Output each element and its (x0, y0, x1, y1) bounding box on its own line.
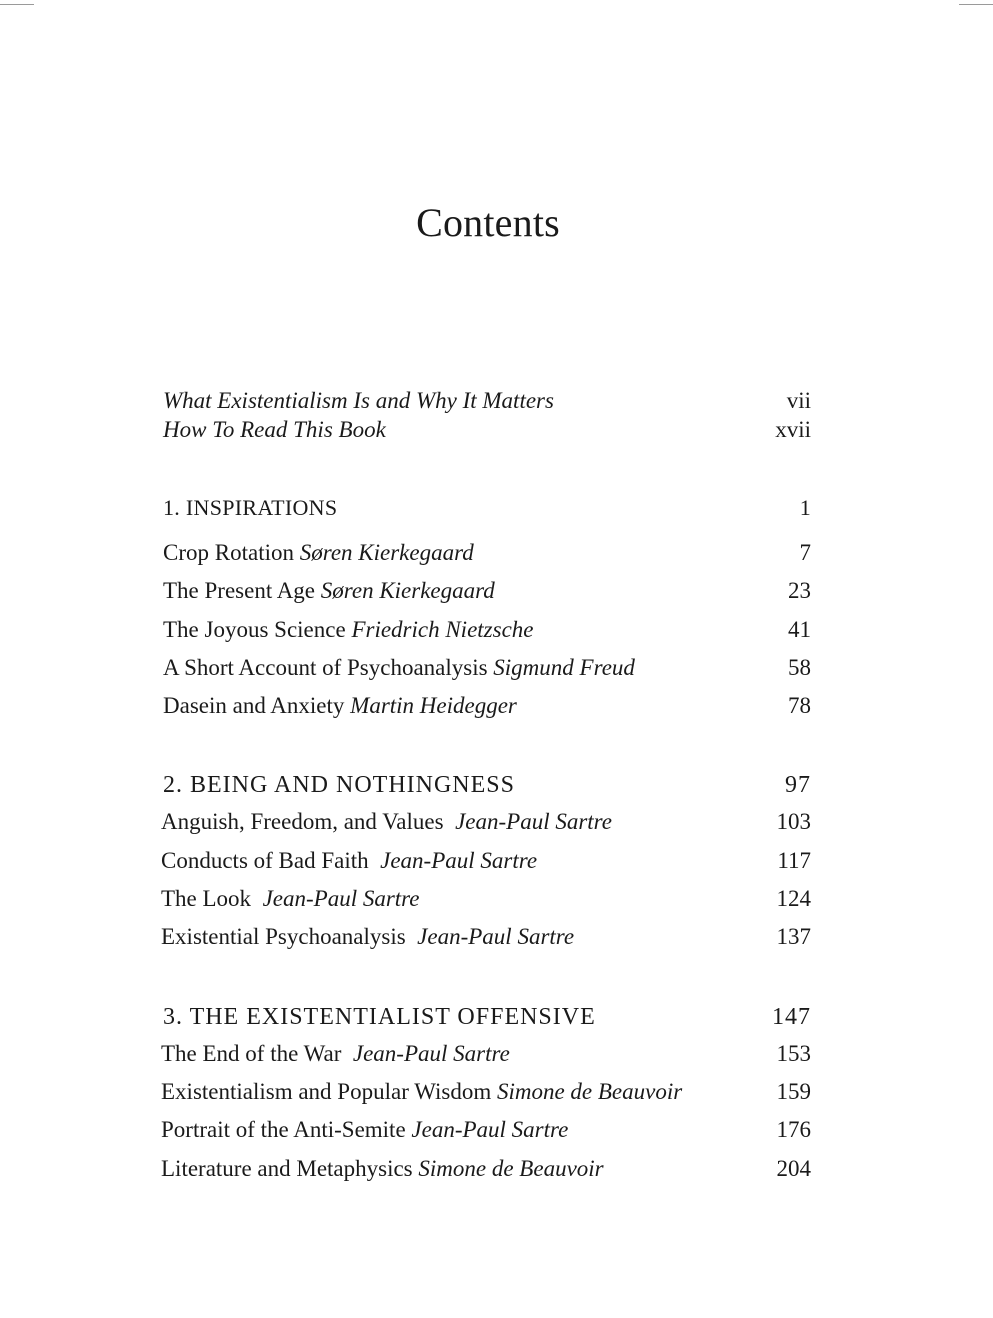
toc-entry[interactable] (163, 687, 811, 725)
entry-title: Portrait of the Anti-Semite (161, 1117, 406, 1143)
toc-page-number: 23 (788, 578, 811, 604)
toc-front-row[interactable] (163, 386, 811, 415)
entry-title: The Look (161, 886, 252, 912)
table-of-contents (163, 386, 811, 1188)
toc-page-number: 204 (776, 1155, 811, 1181)
toc-entry[interactable] (163, 649, 811, 687)
entry-title: Dasein and Anxiety (163, 693, 345, 719)
entry-title: The Present Age (163, 578, 316, 604)
entry-author: Jean-Paul Sartre (380, 847, 538, 873)
toc-page-number: 97 (785, 772, 811, 799)
toc-page-number: 41 (788, 616, 811, 642)
entry-title: Anguish, Freedom, and Values (161, 809, 444, 835)
toc-page-number: 124 (776, 886, 811, 912)
entry-author: Jean-Paul Sartre (417, 924, 575, 950)
entry-title: Existential Psychoanalysis (161, 924, 406, 950)
entry-title: Existentialism and Popular Wisdom (161, 1078, 492, 1104)
section-title: 1. INSPIRATIONS (163, 495, 338, 520)
toc-page-number: 176 (776, 1117, 811, 1143)
toc-page-number: 147 (772, 1003, 811, 1030)
toc-page-number: xvii (775, 417, 811, 442)
toc-front-label: How To Read This Book (163, 417, 386, 442)
toc-page-number: 103 (776, 809, 811, 835)
page-title: Contents (416, 199, 560, 245)
crop-mark-right (959, 4, 993, 5)
toc-page-number: 78 (788, 693, 811, 719)
toc-page-number: 1 (799, 495, 811, 520)
entry-author: Sigmund Freud (493, 654, 635, 680)
entry-author: Jean-Paul Sartre (411, 1117, 569, 1143)
toc-front-label: What Existentialism Is and Why It Matters (163, 388, 554, 413)
toc-page-number: 7 (799, 540, 811, 565)
toc-entry[interactable] (163, 611, 811, 649)
toc-entry[interactable] (161, 918, 811, 956)
toc-page-number: vii (786, 388, 811, 413)
toc-page-number: 153 (776, 1040, 811, 1066)
entry-author: Jean-Paul Sartre (455, 809, 612, 835)
entry-author: Jean-Paul Sartre (262, 886, 420, 912)
toc-entry[interactable] (161, 842, 811, 880)
toc-entry[interactable] (161, 1111, 811, 1149)
crop-mark-left (0, 4, 34, 5)
toc-front-row[interactable] (163, 415, 811, 444)
entry-title: Crop Rotation (163, 540, 294, 565)
entry-author: Simone de Beauvoir (496, 1078, 683, 1104)
toc-section-heading[interactable] (163, 999, 811, 1035)
toc-entry[interactable] (161, 1150, 811, 1188)
entry-title: Literature and Metaphysics (161, 1155, 413, 1181)
entry-title: The Joyous Science (163, 616, 346, 642)
entry-title: Conducts of Bad Faith (161, 847, 369, 873)
toc-entry[interactable] (161, 1073, 811, 1111)
entry-author: Jean-Paul Sartre (352, 1040, 510, 1066)
toc-entry[interactable] (161, 803, 811, 841)
toc-section-heading[interactable] (163, 767, 811, 803)
entry-author: Søren Kierkegaard (320, 578, 495, 604)
section-title: 3. THE EXISTENTIALIST OFFENSIVE (163, 1003, 596, 1030)
toc-page-number: 137 (776, 924, 811, 950)
toc-entry[interactable] (161, 880, 811, 918)
toc-page-number: 159 (776, 1078, 811, 1104)
entry-author: Simone de Beauvoir (418, 1155, 604, 1181)
entry-author: Friedrich Nietzsche (351, 616, 534, 642)
section-title: 2. BEING AND NOTHINGNESS (163, 772, 515, 799)
entry-title: The End of the War (161, 1040, 342, 1066)
toc-section-heading[interactable] (163, 490, 811, 526)
toc-page-number: 117 (777, 847, 811, 873)
entry-title: A Short Account of Psychoanalysis (163, 654, 488, 680)
toc-page-number: 58 (788, 654, 811, 680)
toc-entry[interactable] (161, 1035, 811, 1073)
toc-entry[interactable] (163, 534, 811, 572)
toc-entry[interactable] (163, 572, 811, 610)
entry-author: Martin Heidegger (350, 693, 517, 719)
entry-author: Søren Kierkegaard (299, 540, 474, 565)
